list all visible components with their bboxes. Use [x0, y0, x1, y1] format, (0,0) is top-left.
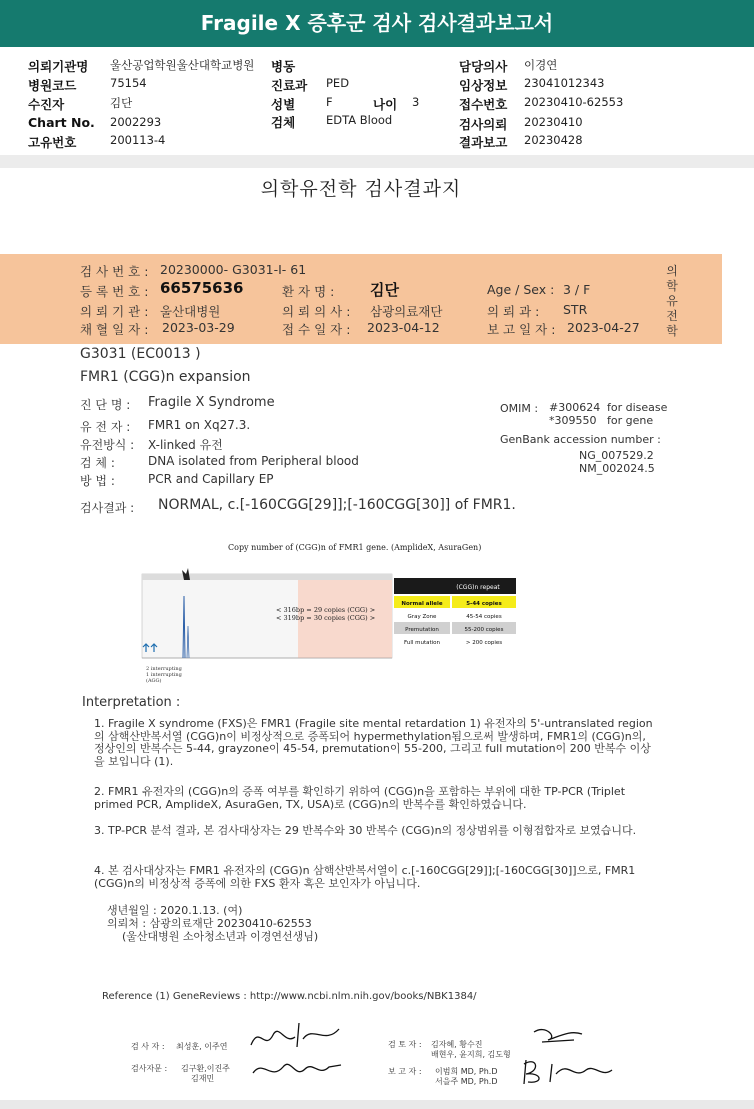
- repeat-legend-table: [394, 578, 516, 650]
- omim-disease-id: #300624: [549, 401, 601, 414]
- inst-value: 울산대병원: [160, 304, 221, 319]
- request-date-value: 20230410: [524, 115, 583, 129]
- diagnosis-label: 진 단 명 :: [80, 398, 131, 412]
- sex-value: F: [326, 95, 333, 109]
- sex-label: 성별: [271, 97, 296, 112]
- age-sex-value: 3 / F: [563, 282, 591, 297]
- specimen-label: 검체: [271, 115, 296, 130]
- legend-row-value: 5-44 copies: [466, 601, 502, 607]
- gene-value: FMR1 on Xq27.3.: [148, 418, 251, 432]
- unique-no-label: 고유번호: [28, 135, 77, 150]
- age-label: 나이: [373, 97, 398, 112]
- interpretation-heading: Interpretation :: [82, 695, 181, 710]
- allele-annotation-1: < 316bp = 29 copies (CGG) >: [276, 606, 376, 614]
- report-date-value-2: 2023-04-27: [567, 320, 640, 335]
- test-name: FMR1 (CGG)n expansion: [80, 369, 251, 385]
- tester-label: 검 사 자 :: [131, 1042, 165, 1051]
- arrow-note-2: 1 interrupting: [146, 672, 182, 678]
- age-sex-label: Age / Sex :: [487, 282, 555, 297]
- legend-header: (CGG)n repeat: [456, 584, 500, 591]
- test-code: G3031 (EC0013 ): [80, 346, 201, 362]
- genbank-label: GenBank accession number :: [500, 433, 661, 446]
- chart-title: Copy number of (CGG)n of FMR1 gene. (AmplideX, AsuraGen): [228, 543, 482, 552]
- legend-row-value: 45-54 copies: [466, 614, 502, 620]
- legend-row-value: > 200 copies: [465, 640, 503, 646]
- receipt-value: 20230410-62553: [524, 95, 624, 109]
- report-title: Fragile X 증후군 검사 검사결과보고서: [0, 0, 754, 47]
- hospital-code-value: 75154: [110, 76, 147, 90]
- patient-label: 수진자: [28, 97, 65, 112]
- interpretation-paragraph-2: 2. FMR1 유전자의 (CGG)n의 증폭 여부를 확인하기 위하여 (CGG)n을 포함하는 부위에 대한 TP-PCR (Triplet primed PCR, AmplideX, AsuraGen, TX, USA)로 (CGG)n의 반복수를 확인하였습니다.: [94, 785, 626, 811]
- collect-date-value: 2023-03-29: [162, 320, 235, 335]
- clinical-label: 임상정보: [459, 78, 508, 93]
- report-date-label: 결과보고: [459, 135, 508, 150]
- bottom-strip: [0, 1100, 754, 1109]
- method-value: PCR and Capillary EP: [148, 472, 274, 486]
- requester-detail: (울산대병원 소아청소년과 이경연선생님): [122, 930, 319, 943]
- reviewer-names-2: 배현우, 윤지희, 김도형: [431, 1050, 511, 1059]
- req-doc-label: 의 뢰 의 사 :: [282, 304, 351, 319]
- dept-label: 진료과: [271, 78, 308, 93]
- clinical-value: 23041012343: [524, 76, 605, 90]
- plot-scale-bar: [142, 574, 392, 580]
- reporter-names-1: 이범희 MD, Ph.D: [435, 1067, 498, 1076]
- reviewer-label: 검 토 자 :: [388, 1040, 422, 1049]
- inheritance-value: X-linked 유전: [148, 438, 223, 452]
- genbank-id-1: NG_007529.2: [579, 449, 654, 462]
- institution-label: 의뢰기관명: [28, 59, 89, 74]
- result-label: 검사결과 :: [80, 501, 135, 515]
- legend-row-value: 55-200 copies: [464, 627, 504, 633]
- specimen-value: EDTA Blood: [326, 113, 393, 127]
- tester-names: 최성훈, 이주연: [176, 1042, 228, 1051]
- test-no-label: 검 사 번 호 :: [80, 264, 149, 279]
- tester-signature: [243, 1015, 355, 1087]
- allele-annotation-2: < 319bp = 30 copies (CGG) >: [276, 614, 376, 622]
- legend-row-label: Normal allele: [401, 601, 443, 607]
- request-date-label: 검사의뢰: [459, 117, 508, 132]
- omim-disease-note: for disease: [607, 401, 668, 414]
- method-label: 방 법 :: [80, 474, 115, 488]
- report-date-value: 20230428: [524, 133, 583, 147]
- diagnosis-value: Fragile X Syndrome: [148, 395, 275, 410]
- req-dept-value: STR: [563, 302, 588, 317]
- arrow-note-3: (AGG): [146, 678, 162, 684]
- patient-name-value: 김단: [370, 281, 399, 299]
- reporter-names-2: 서을주 MD, Ph.D: [435, 1077, 498, 1086]
- req-dept-label: 의 뢰 과 :: [487, 304, 540, 319]
- chart-no-label: Chart No.: [28, 115, 95, 130]
- document-title: 의학유전학 검사결과지: [260, 178, 462, 200]
- omim-label: OMIM :: [500, 402, 539, 415]
- birth-date: 생년월일 : 2020.1.13. (여): [107, 904, 243, 917]
- chart-no-value: 2002293: [110, 115, 162, 129]
- omim-gene-note: for gene: [607, 414, 654, 427]
- gene-label: 유 전 자 :: [80, 420, 131, 434]
- doctor-value: 이경연: [524, 58, 558, 72]
- specimen-label-2: 검 체 :: [80, 456, 115, 470]
- advisor-names-1: 김구환,이진주: [181, 1064, 230, 1073]
- reviewer-names-1: 김자혜, 황수진: [431, 1040, 483, 1049]
- receive-date-label: 접 수 일 자 :: [282, 322, 351, 337]
- omim-gene-id: *309550: [549, 414, 597, 427]
- receipt-label: 접수번호: [459, 97, 508, 112]
- legend-row-label: Full mutation: [403, 640, 441, 646]
- req-doc-value: 삼광의료재단: [370, 304, 443, 319]
- doctor-label: 담당의사: [459, 59, 508, 74]
- ward-label: 병동: [271, 59, 296, 74]
- inheritance-label: 유전방식 :: [80, 438, 135, 452]
- report-header: [0, 47, 754, 155]
- arrow-note-1: 2 interrupting: [146, 666, 182, 672]
- inst-label: 의 뢰 기 관 :: [80, 304, 149, 319]
- reference: Reference (1) GeneReviews : http://www.ncbi.nlm.nih.gov/books/NBK1384/: [102, 991, 477, 1002]
- receive-date-value: 2023-04-12: [367, 320, 440, 335]
- legend-row-label: Gray Zone: [407, 614, 437, 620]
- reg-no-value: 66575636: [160, 279, 244, 297]
- patient-value: 김단: [110, 96, 133, 110]
- advisor-label: 검사자문 :: [131, 1064, 168, 1073]
- unique-no-value: 200113-4: [110, 133, 166, 147]
- result-value: NORMAL, c.[-160CGG[29]];[-160CGG[30]] of FMR1.: [158, 497, 516, 513]
- reviewer-signature: [512, 1020, 622, 1090]
- interpretation-paragraph-4: 4. 본 검사대상자는 FMR1 유전자의 (CGG)n 삼핵산반복서열이 c.[-160CGG[29]];[-160CGG[30]]으로, FMR1 (CGG)n의 비정상적 증폭에 의한 FXS 환자 혹은 보인자가 아닙니다.: [94, 864, 636, 890]
- requester: 의뢰처 : 삼광의료재단 20230410-62553: [107, 917, 312, 930]
- dept-value: PED: [326, 76, 350, 90]
- specimen-value-2: DNA isolated from Peripheral blood: [148, 454, 359, 468]
- test-no-value: 20230000- G3031-I- 61: [160, 262, 307, 277]
- report-date-label-2: 보 고 일 자 :: [487, 322, 556, 337]
- reporter-label: 보 고 자 :: [388, 1067, 422, 1076]
- age-value: 3: [412, 95, 420, 109]
- side-vertical-text: 의학유전학: [666, 264, 678, 338]
- legend-row-label: Premutation: [405, 627, 439, 633]
- reg-no-label: 등 록 번 호 :: [80, 284, 149, 299]
- interpretation-paragraph-1: 1. Fragile X syndrome (FXS)은 FMR1 (Fragile site mental retardation 1) 유전자의 5'-untranslated region의 삼핵산반복서열 (CGG)n이 비정상적으로 증폭되어 hypermethylation됨으로써 발생하며, FMR1의 (CGG)n의, 정상인의 반복수는 5-44, grayzone이 45-54, premutation이 55-200, 그리고 full mutation이 200 반복수 이상을 보입니다 (1).: [94, 717, 653, 768]
- collect-date-label: 채 혈 일 자 :: [80, 322, 149, 337]
- advisor-names-2: 김재민: [191, 1074, 215, 1083]
- genbank-id-2: NM_002024.5: [579, 462, 655, 475]
- institution-value: 울산공업학원울산대학교병원: [110, 58, 255, 72]
- patient-name-label: 환 자 명 :: [282, 284, 335, 299]
- interpretation-paragraph-3: 3. TP-PCR 분석 결과, 본 검사대상자는 29 반복수와 30 반복수 (CGG)n의 정상범위를 이형접합자로 보였습니다.: [94, 824, 637, 837]
- hospital-code-label: 병원코드: [28, 78, 77, 93]
